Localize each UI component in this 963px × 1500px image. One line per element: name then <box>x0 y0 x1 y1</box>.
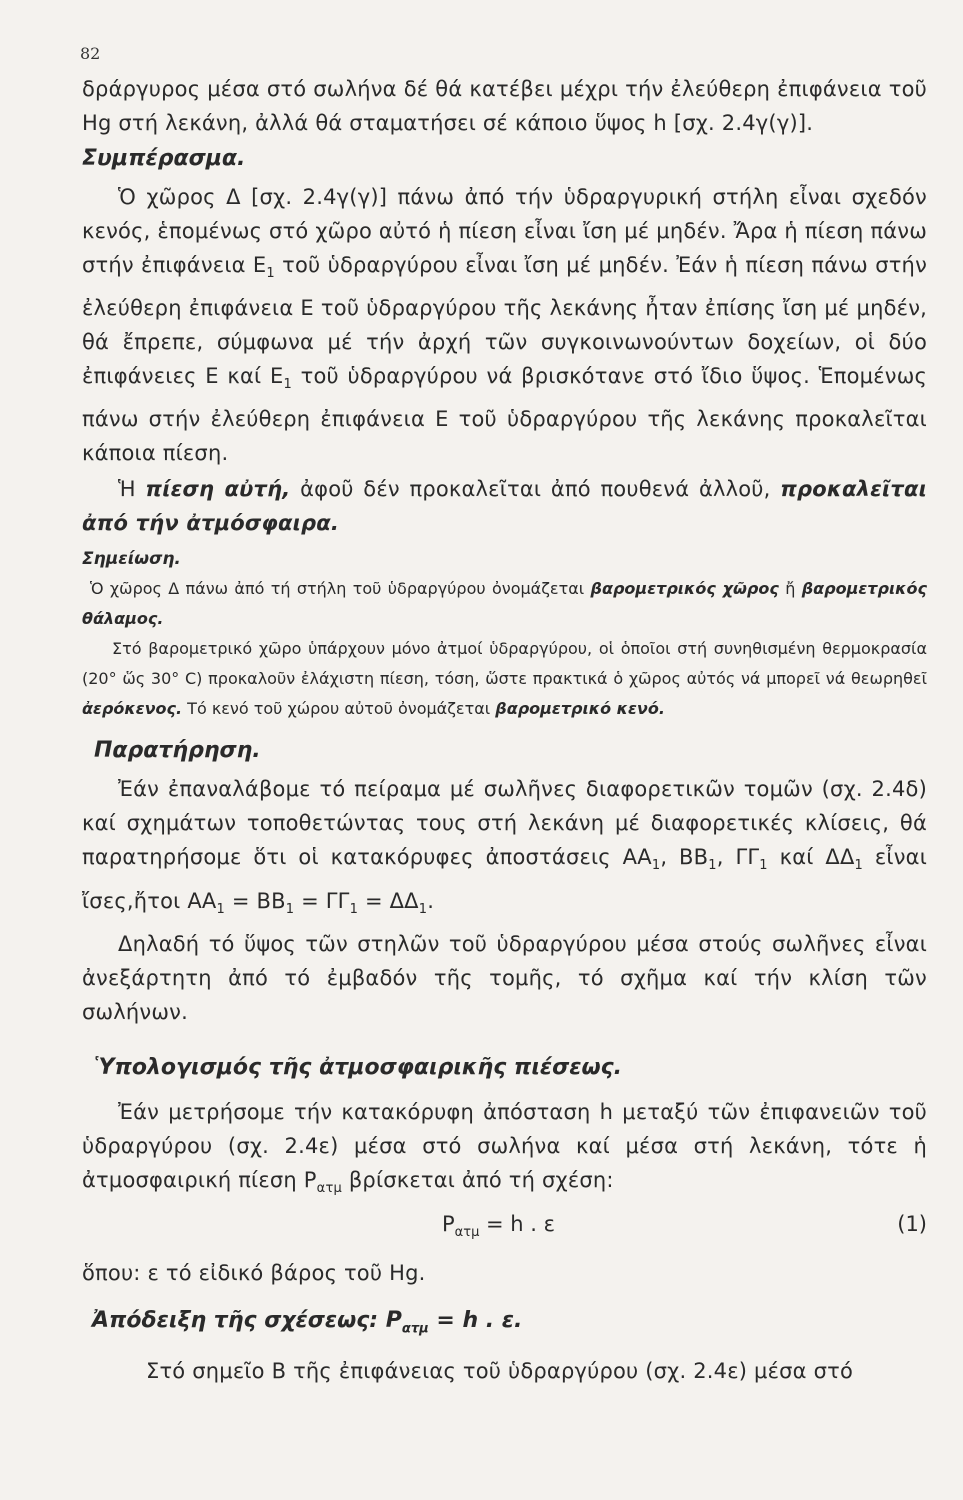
paragraph-4-text: = ΔΔ <box>358 888 419 913</box>
equation-p: Ρ <box>442 1211 455 1236</box>
note-2 <box>82 634 927 724</box>
paragraph-3 <box>82 472 927 540</box>
paragraph-4 <box>82 772 927 926</box>
paragraph-4-text: , ΒΒ <box>660 845 709 870</box>
paragraph-6-text-b: βρίσκεται ἀπό τή σχέση: <box>341 1167 614 1192</box>
term-airless: ἀερόκενος. <box>82 699 183 719</box>
subscript: 1 <box>651 858 661 874</box>
paragraph-3-text-a: Ἡ <box>118 477 146 502</box>
note-1-text-a: Ὁ χῶρος Δ πάνω ἀπό τή στήλη τοῦ ὑδραργύρου ὀνομάζεται <box>90 579 591 599</box>
heading-calculation: Ὑπολογισμός τῆς ἀτμοσφαιρικῆς πιέσεως. <box>94 1054 623 1080</box>
subscript: 1 <box>708 858 717 874</box>
paragraph-6-text-a: Ἐάν μετρήσομε τήν κατακόρυφη ἀπόσταση h μεταξύ τῶν ἐπιφανειῶν τοῦ ὑδραργύρου (σχ. 2.4ε) μέσα στό σωλήνα καί μέσα στή λεκάνη, τότε ἡ ἀτμοσφαιρική πίεση Ρ <box>82 1099 927 1192</box>
subscript-atm: ατμ <box>401 1321 429 1337</box>
paragraph-4-text: = ΒΒ <box>224 888 286 913</box>
subscript: 1 <box>349 901 359 917</box>
paragraph-8: Στό σημεῖο Β τῆς ἐπιφάνειας τοῦ ὑδραργύρου (σχ. 2.4ε) μέσα στό <box>146 1359 853 1384</box>
emphasis-pressure: πίεση αὐτή, <box>145 477 291 502</box>
paragraph-5: Δηλαδή τό ὕψος τῶν στηλῶν τοῦ ὑδραργύρου μέσα στούς σωλῆνες εἶναι ἀνεξάρτητη ἀπό τό ἐμβαδόν τῆς τομῆς, τό σχῆμα καί τήν κλίση τῶν σωλήνων. <box>82 931 927 1024</box>
equation-rest: = h . ε <box>479 1211 555 1236</box>
note-2-text-b: Τό κενό τοῦ χώρου αὐτοῦ ὀνομάζεται <box>182 699 496 719</box>
paragraph-2-text-a: Ὁ χῶρος Δ [σχ. 2.4γ(γ)] πάνω ἀπό τήν ὑδραργυρική στήλη εἶναι σχεδόν κενός, ἑπομένως στό χῶρο αὐτό ἡ πίεση εἶναι ἴση μέ μηδέν. Ἄρα ἡ πίεση πάνω στήν ἐπιφάνεια Ε <box>82 185 927 277</box>
paragraph-6 <box>82 1095 927 1206</box>
heading-proof-text-a: Ἀπόδειξη τῆς σχέσεως: Ρ <box>92 1307 402 1333</box>
term-barometric-chamber: βαρομετρικός θάλαμος. <box>82 579 928 629</box>
subscript: 1 <box>285 901 295 917</box>
paragraph-3-text-b: ἀφοῦ δέν προκαλεῖται ἀπό πουθενά ἀλλοῦ, <box>290 477 781 502</box>
paragraph-1: δράργυρος μέσα στό σωλήνα δέ θά κατέβει μέχρι τήν ἐλεύθερη ἐπιφάνεια τοῦ Hg στή λεκάνη, ἀλλά θά σταματήσει σέ κάποιο ὕψος h [σχ. 2.4γ(γ)]. <box>82 77 927 135</box>
heading-note: Σημείωση. <box>82 549 181 570</box>
page-body <box>82 72 927 1388</box>
page-number: 82 <box>80 44 101 63</box>
paragraph-2 <box>82 180 927 470</box>
paragraph-4-text: , ΓΓ <box>716 845 760 870</box>
subscript: 1 <box>216 901 225 917</box>
paragraph-4-text: εἶναι ἴσες,ἤτοι ΑΑ <box>82 845 928 913</box>
subscript: 1 <box>854 858 864 874</box>
subscript-atm: ατμ <box>316 1180 342 1196</box>
subscript-atm: ατμ <box>454 1225 480 1241</box>
heading-conclusion: Συμπέρασμα. <box>82 146 246 171</box>
paragraph-4-text: = ΓΓ <box>294 888 350 913</box>
note-1-text-b: ἤ <box>778 579 802 599</box>
note-1 <box>82 574 927 634</box>
subscript: 1 <box>759 858 768 874</box>
term-barometric-space: βαρομετρικός χῶρος <box>590 579 779 599</box>
equation-number: (1) <box>897 1211 927 1236</box>
term-barometric-vacuum: βαρομετρικό κενό. <box>495 699 665 719</box>
paragraph-4-text: . <box>427 888 435 913</box>
equation-1 <box>82 1206 927 1252</box>
heading-proof <box>92 1304 927 1346</box>
subscript: 1 <box>418 901 428 917</box>
subscript: 1 <box>266 266 275 282</box>
paragraph-2-text-c: τοῦ ὑδραργύρου νά βρισκότανε στό ἴδιο ὕψος. Ἑπομένως πάνω στήν ἐλεύθερη ἐπιφάνεια Ε τοῦ ὑδραργύρου τῆς λεκάνης προκαλεῖται κάποια πίεση. <box>82 364 928 466</box>
note-2-text-a: Στό βαρομετρικό χῶρο ὑπάρχουν μόνο ἀτμοί ὑδραργύρου, οἱ ὁποῖοι στή συνηθισμένη θερμοκρασία (20° ὥς 30° C) προκαλοῦν ἐλάχιστη πίεση, τόση, ὥστε πρακτικά ὁ χῶρος αὐτός νά μπορεῖ νά θεωρηθεῖ <box>82 639 927 689</box>
heading-proof-text-b: = h . ε. <box>428 1307 523 1333</box>
equation <box>442 1212 555 1240</box>
subscript: 1 <box>283 377 292 393</box>
paragraph-4-text: καί ΔΔ <box>767 845 855 870</box>
paragraph-7: ὅπου: ε τό εἰδικό βάρος τοῦ Hg. <box>82 1260 426 1285</box>
paragraph-4-text: Ἐάν ἐπαναλάβομε τό πείραμα μέ σωλῆνες διαφορετικῶν τομῶν (σχ. 2.4δ) καί σχημάτων τοποθετώντας τους στή λεκάνη μέ διαφορετικές κλίσεις, θά παρατηρήσομε ὅτι οἱ κατακόρυφες ἀποστάσεις ΑΑ <box>82 777 927 870</box>
paragraph-2-text-b: τοῦ ὑδραργύρου εἶναι ἴση μέ μηδέν. Ἐάν ἡ πίεση πάνω στήν ἐλεύθερη ἐπιφάνεια Ε τοῦ ὑδραργύρου τῆς λεκάνης ἦταν ἐπίσης ἴση μέ μηδέν, θά ἔπρεπε, σύμφωνα μέ τήν ἀρχή τῶν συγκοινωνούντων δοχείων, οἱ δύο ἐπιφάνειες Ε καί Ε <box>82 253 928 389</box>
heading-remark: Παρατήρηση. <box>94 738 261 764</box>
emphasis-atmosphere: προκαλεῖται ἀπό τήν ἀτμόσφαιρα. <box>82 477 927 536</box>
